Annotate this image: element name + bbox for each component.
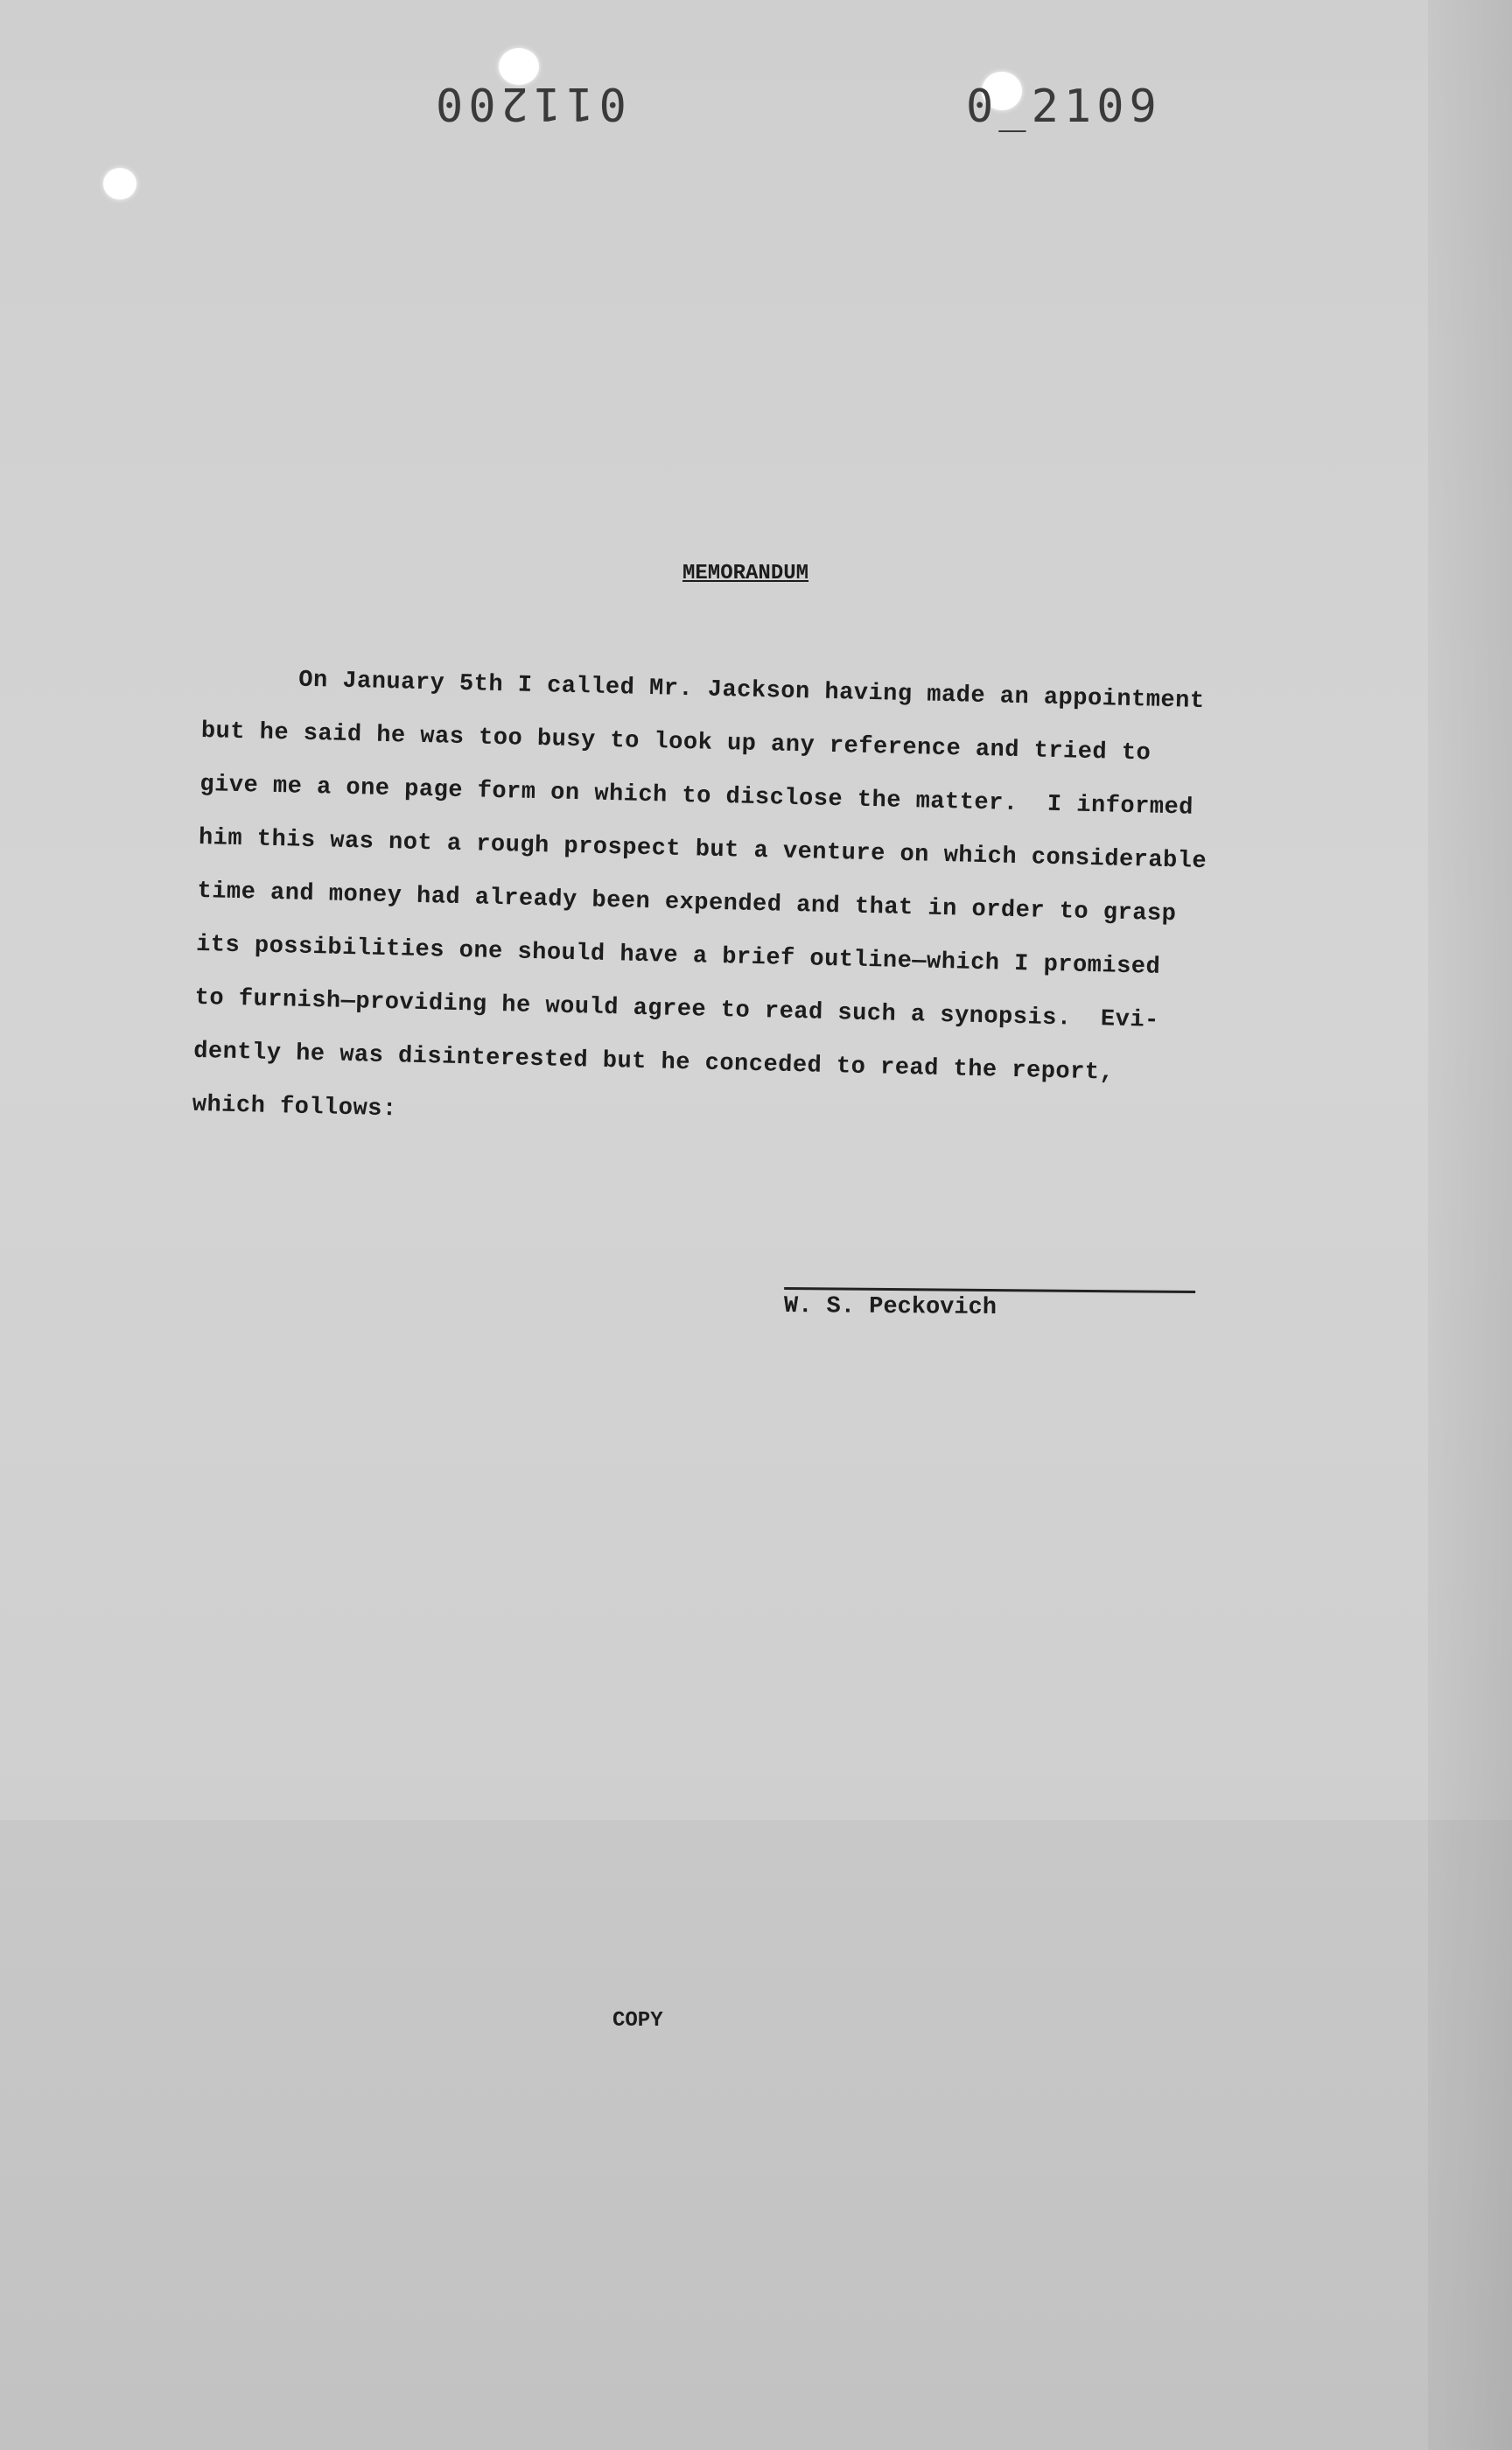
memo-line: time and money had already been expended and that in order to grasp xyxy=(197,878,1177,928)
copy-label: COPY xyxy=(612,2009,663,2033)
stamp-number-right: 0_2109 xyxy=(966,80,1162,133)
signature-line: W. S. Peckovich xyxy=(784,1287,1195,1323)
memo-line: dently he was disinterested but he conceded to read the report, xyxy=(192,1038,1115,1087)
memo-body xyxy=(192,652,1236,1157)
punch-hole xyxy=(103,168,136,200)
stamp-number-left: 011200 xyxy=(430,77,626,130)
memo-line: to furnish—providing he would agree to read such a synopsis. Evi- xyxy=(194,984,1160,1034)
memo-line: give me a one page form on which to disclose the matter. I informed xyxy=(200,771,1194,822)
memo-line: which follows: xyxy=(192,1091,397,1124)
memo-line: but he said he was too busy to look up any reference and tried to xyxy=(200,718,1152,767)
memo-line: its possibilities one should have a brief outline—which I promised xyxy=(195,931,1161,981)
memo-title: MEMORANDUM xyxy=(682,562,809,585)
memo-line: On January 5th I called Mr. Jackson having made an appointment xyxy=(298,667,1205,715)
memo-line: him this was not a rough prospect but a venture on which considerable xyxy=(198,824,1208,876)
sheet-lower-shade xyxy=(0,1820,1512,2450)
